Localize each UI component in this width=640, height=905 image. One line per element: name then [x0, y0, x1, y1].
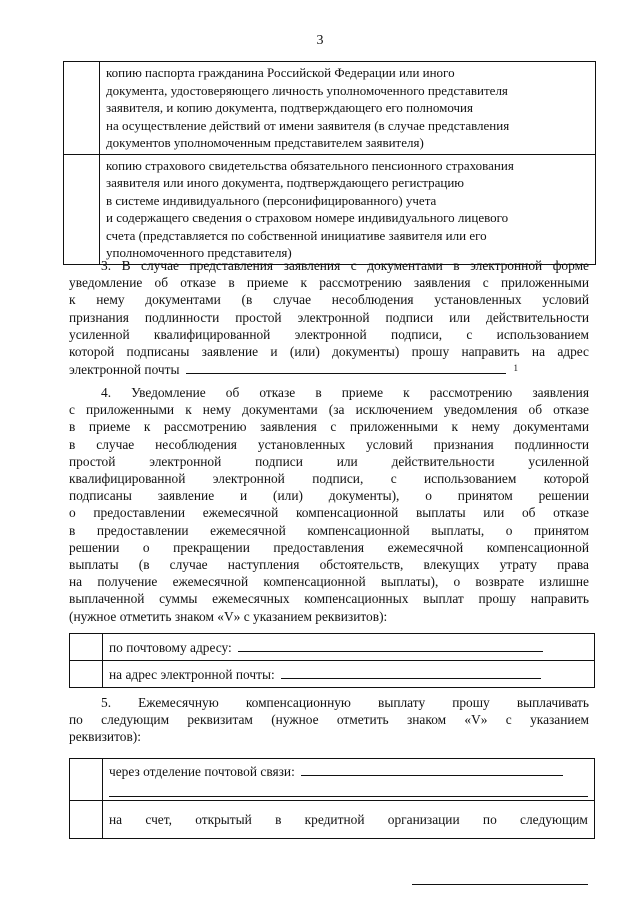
word: на: [109, 812, 123, 827]
text-line: и содержащего сведения о страховом номере индивидуального лицевого: [106, 210, 509, 225]
table-row: [70, 759, 595, 801]
footnote-separator: [412, 884, 588, 885]
paragraph-3: [69, 257, 589, 378]
text-line: [69, 360, 589, 378]
table-row: [70, 801, 595, 839]
email-label: электронной почты: [69, 362, 180, 378]
text-line: подписаны заявление и (или) документы), о принятом решении: [69, 488, 589, 504]
text-line: в системе индивидуального (персонифицированного) учета: [106, 192, 437, 208]
text-line: 5. Ежемесячную компенсационную выплату прошу выплачивать: [101, 695, 589, 710]
word: в: [275, 812, 282, 827]
table-row: [64, 154, 596, 264]
postal-office-checkbox[interactable]: [70, 759, 103, 801]
option-label: через отделение почтовой связи:: [109, 763, 295, 779]
checkbox-cell[interactable]: [64, 62, 100, 155]
postal-office-field[interactable]: [301, 763, 563, 776]
word: следующим: [520, 812, 588, 827]
postal-address-checkbox[interactable]: [70, 634, 103, 661]
postal-office-field-line-2[interactable]: [109, 782, 588, 797]
payment-options-table: [69, 758, 595, 839]
text-line: усиленной квалифицированной электронной подписи, с использованием: [69, 326, 589, 342]
notification-options-table: [69, 633, 595, 688]
text-line: выплаты (в случае наступления обстоятельств, влекущих утрату права: [69, 557, 589, 573]
text-line: счета (представляется по собственной инициативе заявителя или его: [106, 227, 487, 243]
text-line: в приеме к рассмотрению заявления с приложенными к нему документами: [69, 419, 589, 435]
option-label: на адрес электронной почты:: [109, 666, 275, 682]
bank-account-label: [109, 811, 588, 828]
word: кредитной: [304, 812, 365, 827]
text-line: признания подлинности простой электронной подписи или действительности: [69, 309, 589, 325]
text-line: по следующим реквизитам (нужное отметить знаком «V» с указанием: [69, 712, 589, 728]
option-label: по почтовому адресу:: [109, 639, 232, 655]
text-line: в случае несоблюдения установленных условий признания подлинности: [69, 436, 589, 452]
text-line: на получение ежемесячной компенсационной выплаты), о возврате излишне: [69, 574, 589, 590]
email-address-field[interactable]: [186, 360, 506, 374]
document-description: [100, 154, 596, 264]
text-line: простой электронной подписи или действительности усиленной: [69, 453, 589, 469]
text-line: на осуществление действий от имени заявителя (в случае представления: [106, 117, 510, 133]
text-line: выплаченной суммы ежемесячных компенсационных выплат прошу направить: [69, 591, 589, 607]
text-line: (нужное отметить знаком «V» с указанием реквизитов):: [69, 608, 388, 624]
word: по: [482, 812, 497, 827]
text-line: 4. Уведомление об отказе в приеме к рассмотрению заявления: [101, 385, 589, 400]
word: счет,: [145, 812, 172, 827]
text-line: реквизитов):: [69, 729, 141, 745]
table-row: [70, 634, 595, 661]
text-line: к нему документами (в случае несоблюдения установленных условий: [69, 292, 589, 308]
text-line: копию страхового свидетельства обязательного пенсионного страхования: [106, 157, 514, 173]
text-line: о предоставлении ежемесячной компенсационной выплаты или об отказе: [69, 505, 589, 521]
postal-address-field[interactable]: [238, 639, 543, 652]
footnote-marker: 1: [513, 363, 519, 374]
table-row: [64, 62, 596, 155]
text-line: с приложенными к нему документами (за исключением уведомления об отказе: [69, 402, 589, 418]
email-field[interactable]: [281, 666, 541, 679]
text-line: уведомление об отказе в приеме к рассмотрению заявления с приложенными: [69, 275, 589, 291]
text-line: которой подписаны заявление и (или) документы) прошу направить на адрес: [69, 344, 589, 360]
text-line: квалифицированной электронной подписи, с использованием которой: [69, 471, 589, 487]
text-line: копию паспорта гражданина Российской Федерации или иного: [106, 65, 455, 80]
option-postal-office: [103, 759, 595, 801]
option-postal-address: [103, 634, 595, 661]
documents-table: [63, 61, 596, 265]
text-line: документов уполномоченным представителем заявителя): [106, 135, 424, 150]
text-line: решении о прекращении предоставления ежемесячной компенсационной: [69, 539, 589, 555]
document-description: [100, 62, 596, 155]
option-email: [103, 661, 595, 688]
paragraph-4: [69, 384, 589, 625]
text-line: заявителя, и копию документа, подтверждающего его полномочия: [106, 100, 473, 115]
checkbox-cell[interactable]: [64, 154, 100, 264]
table-row: [70, 661, 595, 688]
text-line: документа, удостоверяющего личность уполномоченного представителя: [106, 82, 508, 98]
text-line: в предоставлении ежемесячной компенсационной выплаты, о принятом: [69, 522, 589, 538]
text-line: заявителя или иного документа, подтверждающего регистрацию: [106, 175, 465, 190]
word: организации: [387, 812, 460, 827]
bank-account-checkbox[interactable]: [70, 801, 103, 839]
option-bank-account: [103, 801, 595, 839]
text-line: уполномоченного представителя): [106, 245, 292, 260]
email-checkbox[interactable]: [70, 661, 103, 688]
paragraph-5: [69, 694, 589, 746]
text-line: 3. В случае представления заявления с документами в электронной форме: [101, 258, 589, 273]
page-number: 3: [316, 33, 324, 48]
word: открытый: [195, 812, 252, 827]
